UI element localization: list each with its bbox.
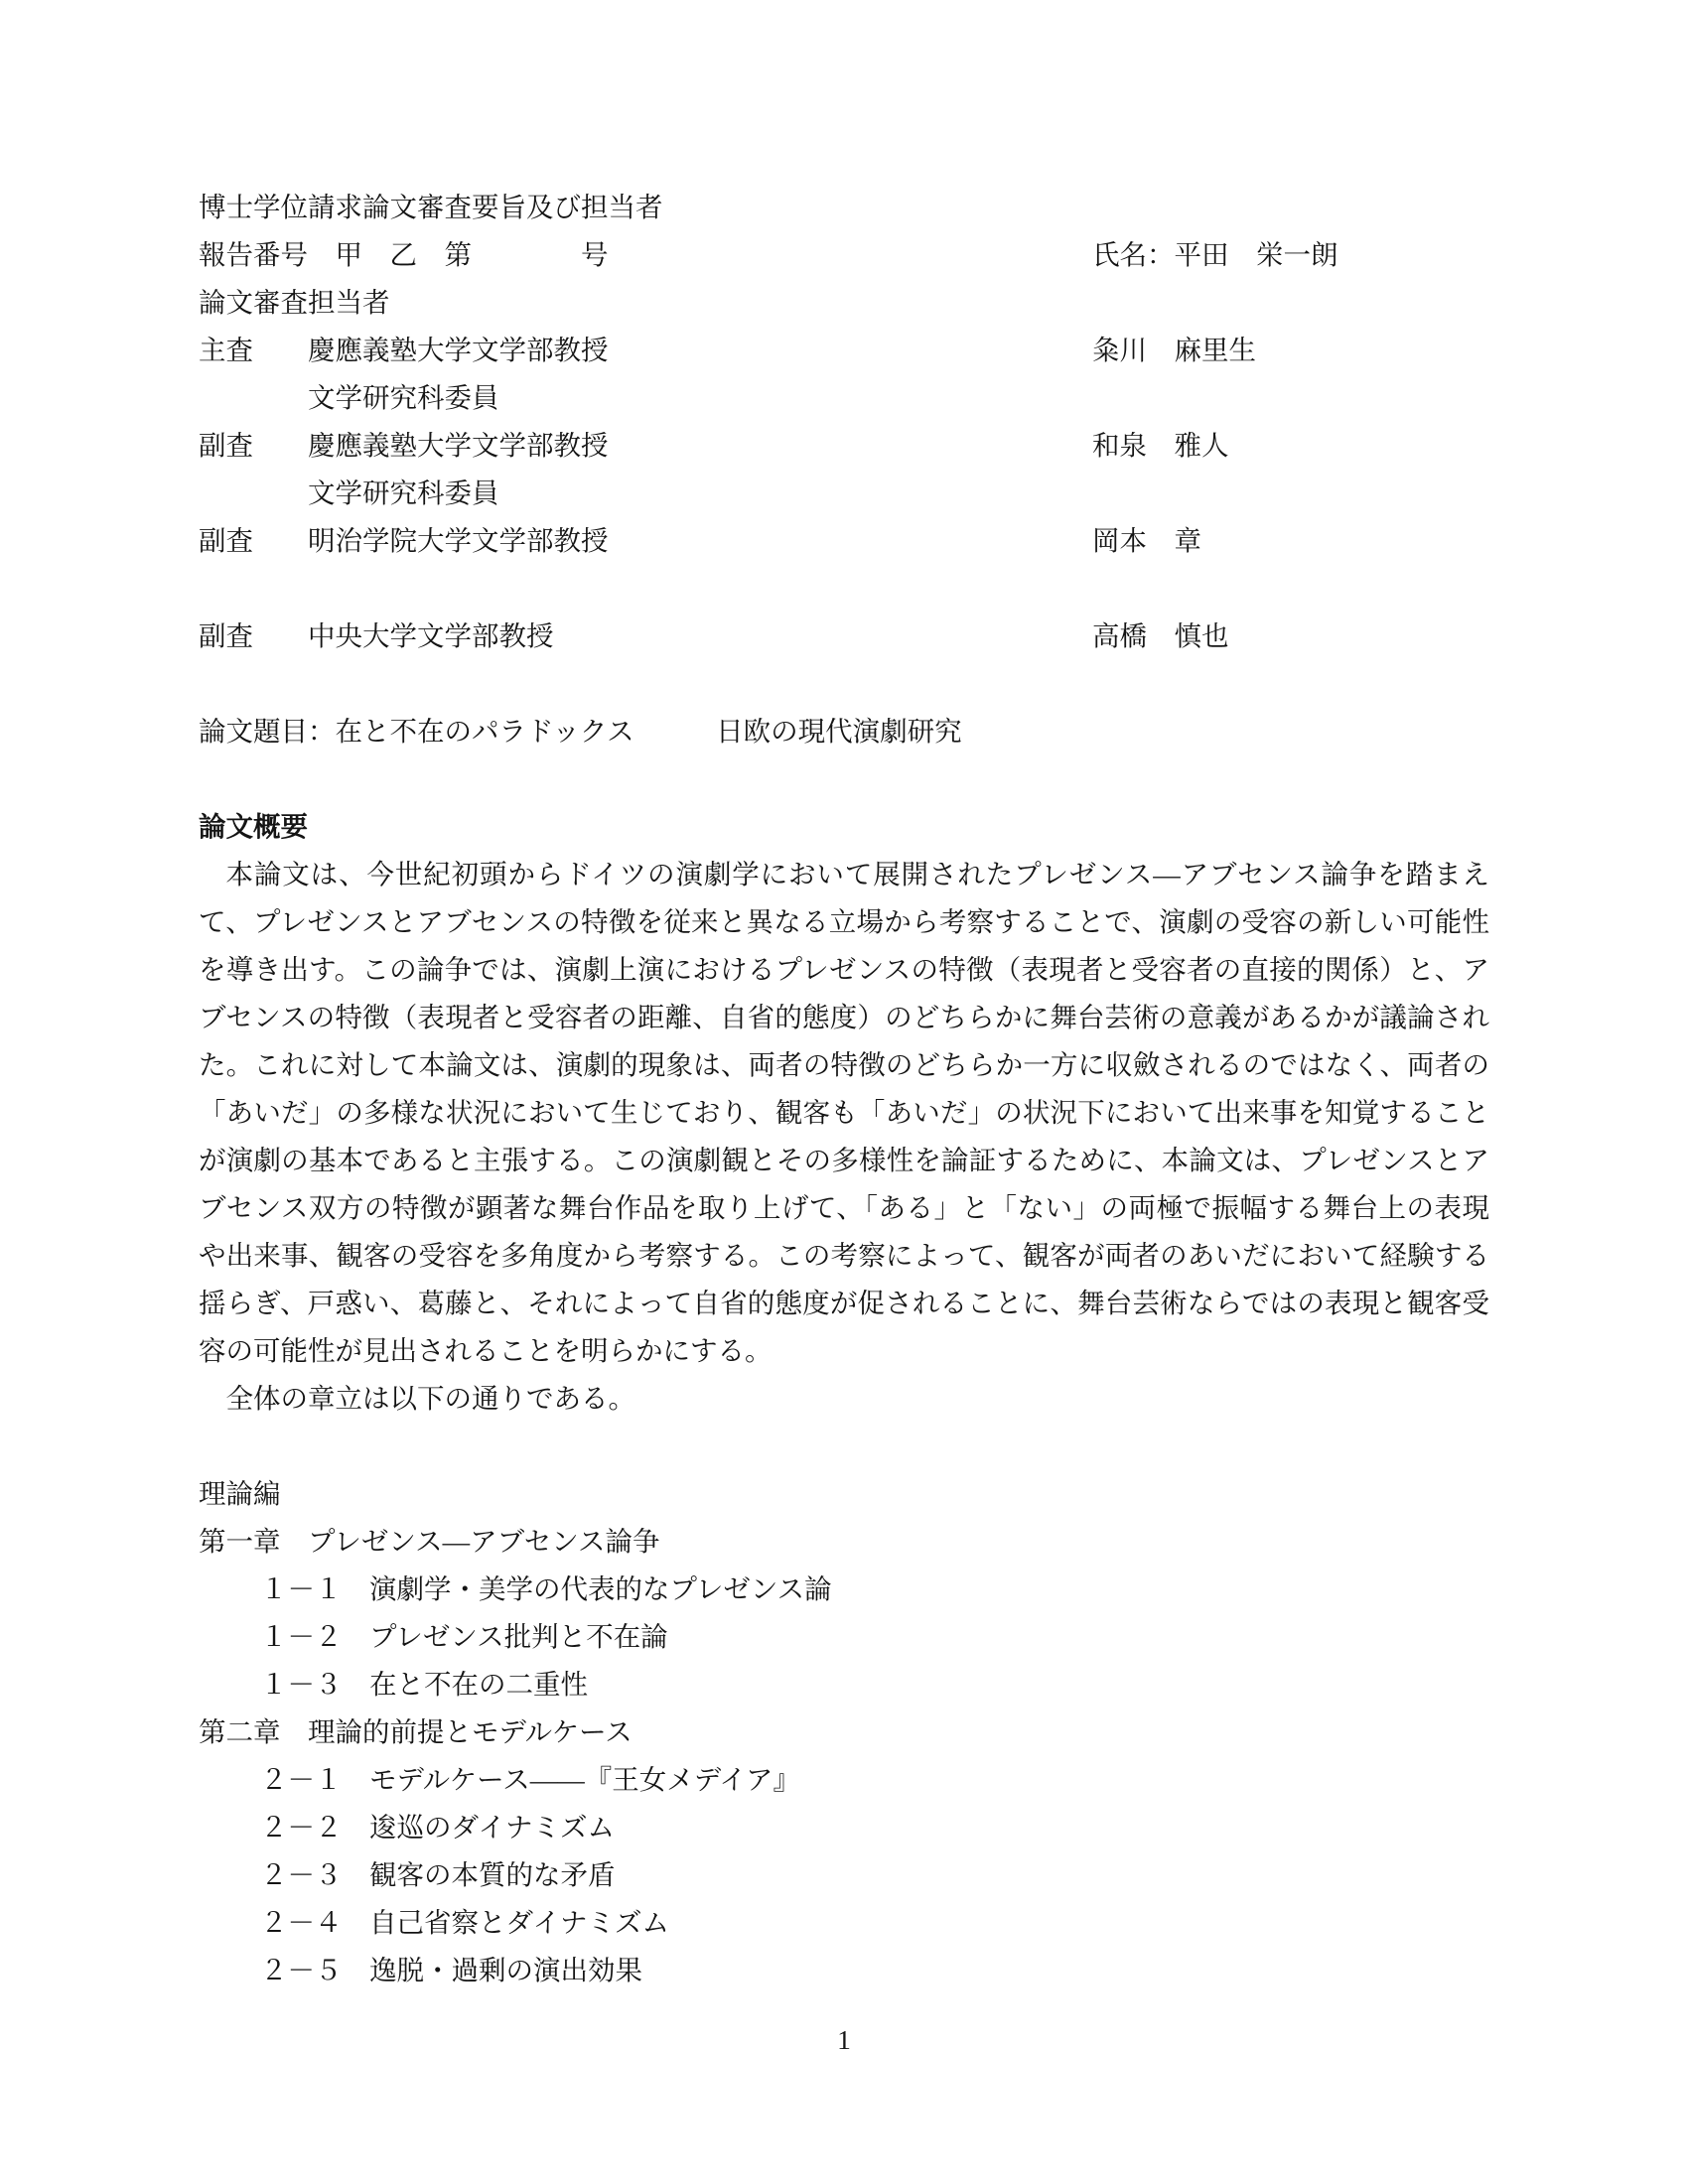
reviewer-affiliation: 中央大学文学部教授 [308,620,554,651]
reviewer-role: 主査 [199,335,253,365]
reviewer-name: 高橋 慎也 [1092,620,1229,651]
author-name: 氏名：平田 栄一朗 [1092,239,1338,270]
outline-item-2-2: ２－２ 逡巡のダイナミズム [260,1812,615,1843]
reviewer-name: 粂川 麻里生 [1092,335,1256,365]
reviewer-name: 和泉 雅人 [1092,430,1229,461]
reviewer-name: 岡本 章 [1092,525,1201,556]
reviewer-affiliation-line2: 文学研究科委員 [308,382,499,413]
outline-item-2-4: ２－４ 自己省察とダイナミズム [260,1907,669,1938]
reviewer-role: 副査 [199,525,253,556]
outline-item-2-1: ２－１ モデルケース――『王女メデイア』 [260,1764,800,1795]
reviewer-role: 副査 [199,430,253,461]
reviewer-row-deputy-3 [199,613,1489,660]
outline-item-1-1: １－１ 演劇学・美学の代表的なプレゼンス論 [260,1573,832,1604]
reviewer-row-deputy-2 [199,517,1489,565]
outline-item-2-5: ２－５ 逸脱・過剰の演出効果 [260,1955,642,1985]
summary-heading: 論文概要 [199,811,308,842]
spacer [1092,374,1489,422]
summary-paragraph: 本論文は、今世紀初頭からドイツの演劇学において展開されたプレゼンス―アブセンス論争を踏まえて、プレゼンスとアブセンスの特徴を従来と異なる立場から考察することで、演劇の受容の新しい可能性を導き出す。この論争では、演劇上演におけるプレゼンスの特徴（表現者と受容者の直接的関係）と、アブセンスの特徴（表現者と受容者の距離、自省的態度）のどちらかに舞台芸術の意義があるかが議論された。これに対して本論文は、演劇的現象は、両者の特徴のどちらか一方に収斂されるのではなく、両者の「あいだ」の多様な状況において生じており、観客も「あいだ」の状況下において出来事を知覚することが演劇の基本であると主張する。この演劇観とその多様性を論証するために、本論文は、プレゼンスとアブセンス双方の特徴が顕著な舞台作品を取り上げて、「ある」と「ない」の両極で振幅する舞台上の表現や出来事、観客の受容を多角度から考察する。この考察によって、観客が両者のあいだにおいて経験する揺らぎ、戸惑い、葛藤と、それによって自省的態度が促されることに、舞台芸術ならではの表現と観客受容の可能性が見出されることを明らかにする。 [199,859,1489,1366]
outline-item-1-3: １－３ 在と不在の二重性 [260,1669,588,1700]
report-number-label: 報告番号 甲 乙 第 号 [199,239,609,270]
reviewer-row-deputy-1-line2 [199,470,1489,517]
document-title: 博士学位請求論文審査要旨及び担当者 [199,192,663,222]
outline-part-label: 理論編 [199,1478,281,1509]
spacer [199,374,308,422]
reviewer-affiliation: 慶應義塾大学文学部教授 [308,430,609,461]
outline-chapter1-title: 第一章 プレゼンス―アブセンス論争 [199,1526,660,1557]
spacer [1092,470,1489,517]
reviewer-row-chief-line2 [199,374,1489,422]
reviewer-affiliation: 明治学院大学文学部教授 [308,525,609,556]
committee-label: 論文審査担当者 [199,287,390,318]
reviewer-affiliation-line2: 文学研究科委員 [308,478,499,508]
spacer [199,470,308,517]
reviewer-role: 副査 [199,620,253,651]
outline-item-2-3: ２－３ 観客の本質的な矛盾 [260,1859,616,1890]
report-number-row [199,231,1489,279]
reviewer-row-chief [199,327,1489,374]
outline-item-1-2: １－２ プレゼンス批判と不在論 [260,1621,668,1652]
summary-closing-line: 全体の章立は以下の通りである。 [225,1383,635,1414]
reviewer-row-deputy-1 [199,422,1489,470]
outline-chapter2-title: 第二章 理論的前提とモデルケース [199,1716,633,1747]
reviewer-affiliation: 慶應義塾大学文学部教授 [308,335,609,365]
thesis-title-line: 論文題目：在と不在のパラドックス 日欧の現代演劇研究 [199,716,962,747]
page-number: 1 [837,2024,851,2055]
